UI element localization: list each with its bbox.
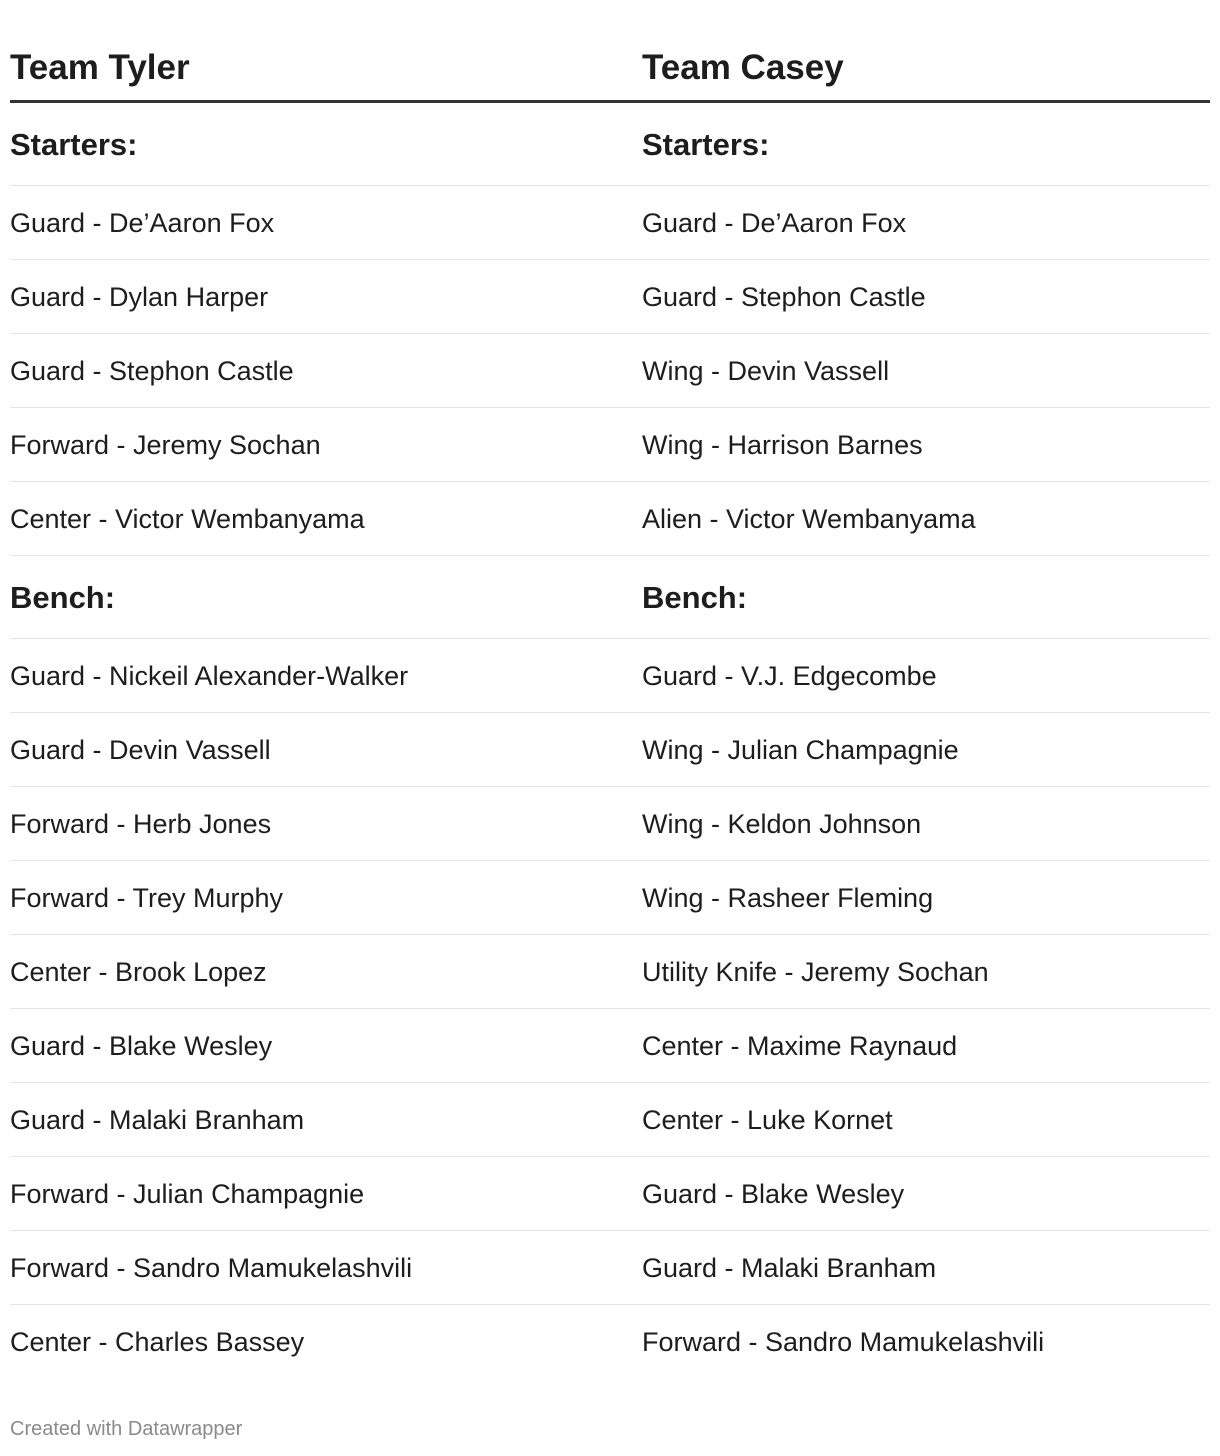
player-cell: Forward - Sandro Mamukelashvili bbox=[642, 1327, 1045, 1357]
player-cell: Wing - Keldon Johnson bbox=[642, 809, 922, 839]
player-cell: Forward - Julian Champagnie bbox=[10, 1179, 365, 1209]
player-cell: Center - Brook Lopez bbox=[10, 957, 267, 987]
section-label: Starters: bbox=[10, 127, 138, 162]
section-label: Starters: bbox=[642, 127, 770, 162]
header-team-tyler: Team Tyler bbox=[10, 48, 190, 87]
player-cell: Center - Luke Kornet bbox=[642, 1105, 893, 1135]
player-cell: Alien - Victor Wembanyama bbox=[642, 504, 976, 534]
section-label-row bbox=[10, 103, 1210, 186]
datawrapper-credit[interactable]: Created with Datawrapper bbox=[10, 1418, 243, 1440]
table-row bbox=[10, 1083, 1210, 1157]
table-row bbox=[10, 1231, 1210, 1305]
table-row bbox=[10, 639, 1210, 713]
table-row bbox=[10, 1009, 1210, 1083]
section-label: Bench: bbox=[10, 580, 116, 615]
player-cell: Wing - Harrison Barnes bbox=[642, 430, 923, 460]
player-cell: Utility Knife - Jeremy Sochan bbox=[642, 957, 989, 987]
player-cell: Guard - Malaki Branham bbox=[10, 1105, 305, 1135]
player-cell: Guard - Dylan Harper bbox=[10, 282, 269, 312]
player-cell: Center - Victor Wembanyama bbox=[10, 504, 365, 534]
section-label: Bench: bbox=[642, 580, 748, 615]
player-cell: Forward - Herb Jones bbox=[10, 809, 272, 839]
section-label-row bbox=[10, 556, 1210, 639]
player-cell: Guard - Malaki Branham bbox=[642, 1253, 937, 1283]
player-cell: Guard - Blake Wesley bbox=[10, 1031, 273, 1061]
table-row bbox=[10, 1305, 1210, 1379]
player-cell: Guard - V.J. Edgecombe bbox=[642, 661, 937, 691]
player-cell: Guard - De’Aaron Fox bbox=[642, 208, 907, 238]
player-cell: Forward - Jeremy Sochan bbox=[10, 430, 321, 460]
roster-table bbox=[10, 30, 1210, 1379]
table-row bbox=[10, 260, 1210, 334]
player-cell: Guard - Nickeil Alexander-Walker bbox=[10, 661, 409, 691]
player-cell: Center - Charles Bassey bbox=[10, 1327, 305, 1357]
player-cell: Forward - Sandro Mamukelashvili bbox=[10, 1253, 413, 1283]
player-cell: Wing - Julian Champagnie bbox=[642, 735, 959, 765]
player-cell: Forward - Trey Murphy bbox=[10, 883, 284, 913]
table-row bbox=[10, 186, 1210, 260]
player-cell: Center - Maxime Raynaud bbox=[642, 1031, 958, 1061]
player-cell: Guard - Stephon Castle bbox=[10, 356, 294, 386]
table-header bbox=[10, 30, 1210, 103]
table-row bbox=[10, 861, 1210, 935]
player-cell: Guard - Stephon Castle bbox=[642, 282, 926, 312]
header-team-casey: Team Casey bbox=[642, 48, 844, 87]
player-cell: Guard - De’Aaron Fox bbox=[10, 208, 275, 238]
player-cell: Guard - Blake Wesley bbox=[642, 1179, 905, 1209]
table-row bbox=[10, 408, 1210, 482]
table-row bbox=[10, 1157, 1210, 1231]
player-cell: Wing - Rasheer Fleming bbox=[642, 883, 934, 913]
table-row bbox=[10, 334, 1210, 408]
table-row bbox=[10, 713, 1210, 787]
table-row bbox=[10, 935, 1210, 1009]
table-row bbox=[10, 482, 1210, 556]
table-row bbox=[10, 787, 1210, 861]
player-cell: Guard - Devin Vassell bbox=[10, 735, 271, 765]
player-cell: Wing - Devin Vassell bbox=[642, 356, 890, 386]
